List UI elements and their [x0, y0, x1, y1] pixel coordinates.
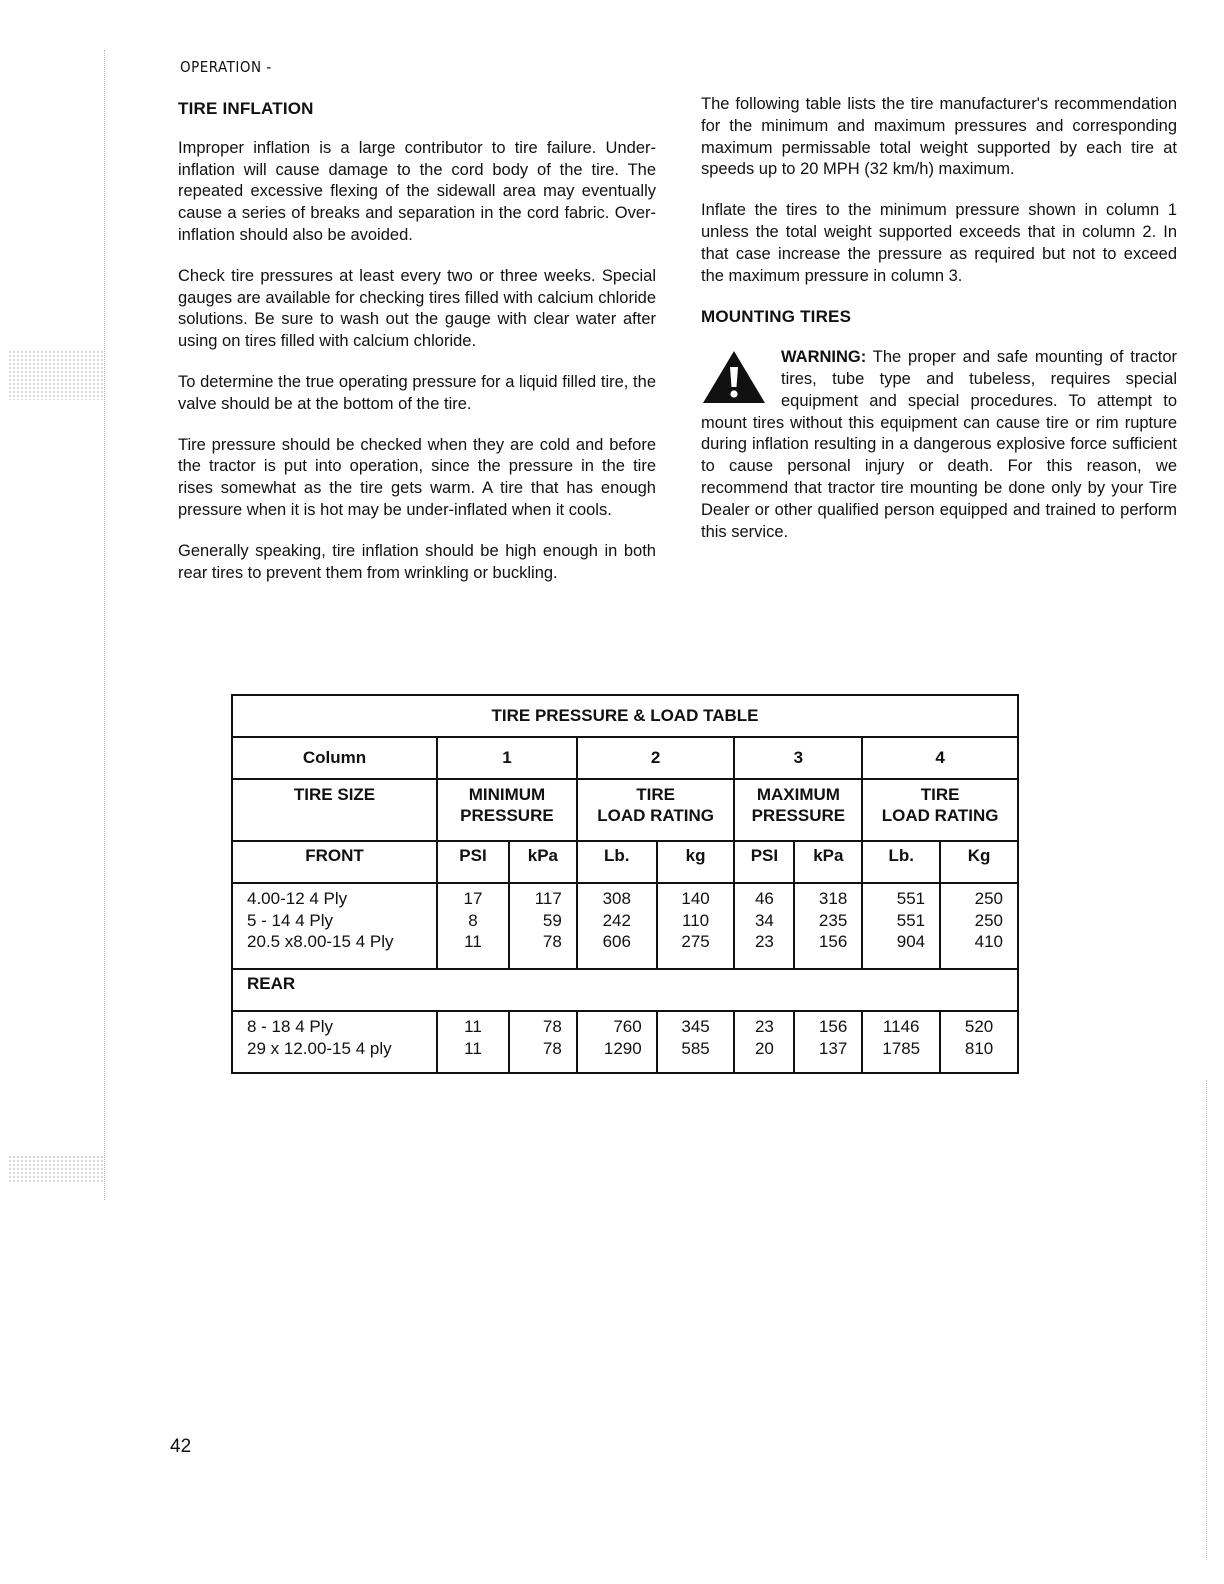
tire-inflation-heading: TIRE INFLATION [178, 99, 314, 118]
column-label: Column [232, 737, 437, 779]
table-cell: 23 [754, 932, 774, 951]
rear-max-lb-cell [862, 1011, 940, 1073]
front-load-lb-cell [577, 883, 657, 969]
table-cell: 11 [464, 932, 482, 951]
right-column [701, 94, 1177, 543]
table-cell: 551 [896, 889, 926, 908]
tire-size-label: TIRE SIZE [232, 779, 437, 841]
table-cell: 551 [896, 910, 926, 930]
tire-load-rating-max-header: TIRE LOAD RATING [862, 779, 1018, 841]
rear-min-psi-cell [437, 1011, 509, 1073]
rear-max-kpa-cell [794, 1011, 862, 1073]
table-cell: 23 [754, 1017, 774, 1036]
table-cell: 78 [542, 1017, 562, 1036]
table-cell: 345 [681, 1017, 710, 1036]
front-label: FRONT [232, 841, 437, 883]
table-cell: 235 [818, 910, 848, 930]
table-cell: 78 [542, 932, 562, 951]
table-cell: 20 [754, 1038, 774, 1058]
rear-load-lb-cell [577, 1011, 657, 1073]
warning-label: WARNING: [781, 348, 867, 367]
table-cell: 4.00-12 4 Ply [247, 889, 348, 908]
unit-kpa: kPa [509, 841, 577, 883]
column-2-header: 2 [577, 737, 735, 779]
front-tires-data [232, 883, 1018, 969]
table-cell: 11 [464, 1038, 482, 1058]
unit-kg: kg [657, 841, 735, 883]
table-cell: 46 [754, 889, 774, 908]
table-cell: 410 [974, 932, 1003, 951]
table-cell: 250 [974, 910, 1003, 930]
unit-psi: PSI [437, 841, 509, 883]
unit-kpa: kPa [794, 841, 862, 883]
front-max-psi-cell [734, 883, 794, 969]
table-cell: 78 [542, 1038, 562, 1058]
rear-max-psi-cell [734, 1011, 794, 1073]
front-load-kg-cell [657, 883, 735, 969]
table-cell: 904 [896, 932, 926, 951]
scan-edge-dots [1206, 1080, 1207, 1560]
warning-triangle-icon [701, 349, 767, 405]
table-cell: 520 [964, 1017, 994, 1036]
column-4-header: 4 [862, 737, 1018, 779]
section-label: OPERATION - [180, 58, 272, 76]
table-cell: 20.5 x8.00-15 4 Ply [247, 932, 394, 951]
table-cell: 8 - 18 4 Ply [247, 1017, 333, 1036]
table-title: TIRE PRESSURE & LOAD TABLE [232, 695, 1018, 737]
table-cell: 760 [613, 1017, 642, 1036]
warning-text: The proper and safe mounting of tractor tires, tube type and tubeless, requires special equipment and special procedures. To attempt to mount tires without this equipment can cause tire or rim rupture during inflation resulting in a dangerous explosive force sufficient to cause personal injury or death. For this reason, we recommend that tractor tire mounting be done only by your Tire Dealer or other qualified person equipped and trained to perform this service. [701, 348, 1177, 541]
unit-lb: Lb. [862, 841, 940, 883]
table-cell: 585 [681, 1038, 710, 1058]
table-cell: 59 [542, 910, 562, 930]
unit-lb: Lb. [577, 841, 657, 883]
table-cell: 34 [754, 910, 774, 930]
rear-label: REAR [232, 969, 1018, 1011]
rear-sizes-cell [232, 1011, 437, 1073]
scan-margin-dots [104, 50, 105, 1200]
table-cell: 606 [602, 932, 631, 951]
table-cell: 250 [974, 889, 1003, 908]
left-column [178, 94, 656, 603]
paragraph: Check tire pressures at least every two or three weeks. Special gauges are available for checking tires filled with calcium chloride solutions. Be sure to wash out the gauge with clear water after using on tires filled with calcium chloride. [178, 266, 656, 351]
rear-max-kg-cell [940, 1011, 1018, 1073]
table-cell: 1290 [603, 1038, 642, 1058]
front-sizes-cell [232, 883, 437, 969]
column-3-header: 3 [734, 737, 862, 779]
table-cell: 11 [464, 1017, 482, 1036]
tire-size-row [232, 779, 1018, 841]
front-max-lb-cell [862, 883, 940, 969]
table-cell: 1785 [882, 1038, 921, 1058]
rear-label-row [232, 969, 1018, 1011]
column-number-row [232, 737, 1018, 779]
scan-noise-patch [8, 350, 104, 400]
paragraph: The following table lists the tire manufacturer's recommendation for the minimum and maximum pressures and corresponding maximum permissable total weight supported by each tire at speeds up to 20 MPH (32 km/h) maximum. [701, 95, 1177, 179]
front-min-psi-cell [437, 883, 509, 969]
tire-load-rating-header: TIRE LOAD RATING [577, 779, 735, 841]
table-cell: 29 x 12.00-15 4 ply [247, 1038, 392, 1058]
warning-block [701, 347, 1177, 543]
table-cell: 17 [463, 889, 483, 908]
unit-kg: Kg [940, 841, 1018, 883]
rear-min-kpa-cell [509, 1011, 577, 1073]
page-number: 42 [170, 1436, 192, 1457]
paragraph: To determine the true operating pressure for a liquid filled tire, the valve should be at the bottom of the tire. [178, 372, 656, 413]
unit-psi: PSI [734, 841, 794, 883]
table-cell: 110 [682, 910, 710, 930]
table-cell: 5 - 14 4 Ply [247, 910, 333, 930]
minimum-pressure-header: MINIMUM PRESSURE [437, 779, 577, 841]
units-row [232, 841, 1018, 883]
table-cell: 1146 [882, 1017, 920, 1036]
tire-pressure-load-table [231, 694, 1019, 1074]
column-1-header: 1 [437, 737, 577, 779]
table-cell: 8 [468, 910, 478, 930]
mounting-tires-heading: MOUNTING TIRES [701, 307, 852, 327]
paragraph: Inflate the tires to the minimum pressure shown in column 1 unless the total weight supported exceeds that in column 2. In that case increase the pressure as required but not to exceed the maximum pressure in column 3. [701, 201, 1177, 285]
front-min-kpa-cell [509, 883, 577, 969]
paragraph: Improper inflation is a large contributor to tire failure. Under-inflation will cause damage to the cord body of the tire. The repeated excessive flexing of the sidewall area may eventually cause a series of breaks and separation in the cord fabric. Over-inflation should also be avoided. [178, 138, 656, 244]
scan-noise-patch [8, 1155, 104, 1183]
rear-tires-data [232, 1011, 1018, 1073]
rear-load-kg-cell [657, 1011, 735, 1073]
front-max-kg-cell [940, 883, 1018, 969]
table-cell: 137 [818, 1038, 848, 1058]
table-cell: 810 [964, 1038, 994, 1058]
table-cell: 117 [534, 889, 562, 908]
table-cell: 140 [681, 889, 710, 908]
paragraph: Tire pressure should be checked when they are cold and before the tractor is put into operation, since the pressure in the tire rises somewhat as the tire gets warm. A tire that has enough pressure when it is hot may be under-inflated when it cools. [178, 435, 656, 519]
table-cell: 275 [681, 932, 710, 951]
maximum-pressure-header: MAXIMUM PRESSURE [734, 779, 862, 841]
table-cell: 308 [602, 889, 631, 908]
table-cell: 156 [818, 932, 848, 951]
front-max-kpa-cell [794, 883, 862, 969]
table-cell: 318 [818, 889, 848, 908]
table-cell: 242 [602, 910, 631, 930]
paragraph: Generally speaking, tire inflation should be high enough in both rear tires to prevent them from wrinkling or buckling. [178, 541, 656, 582]
table-cell: 156 [818, 1017, 848, 1036]
